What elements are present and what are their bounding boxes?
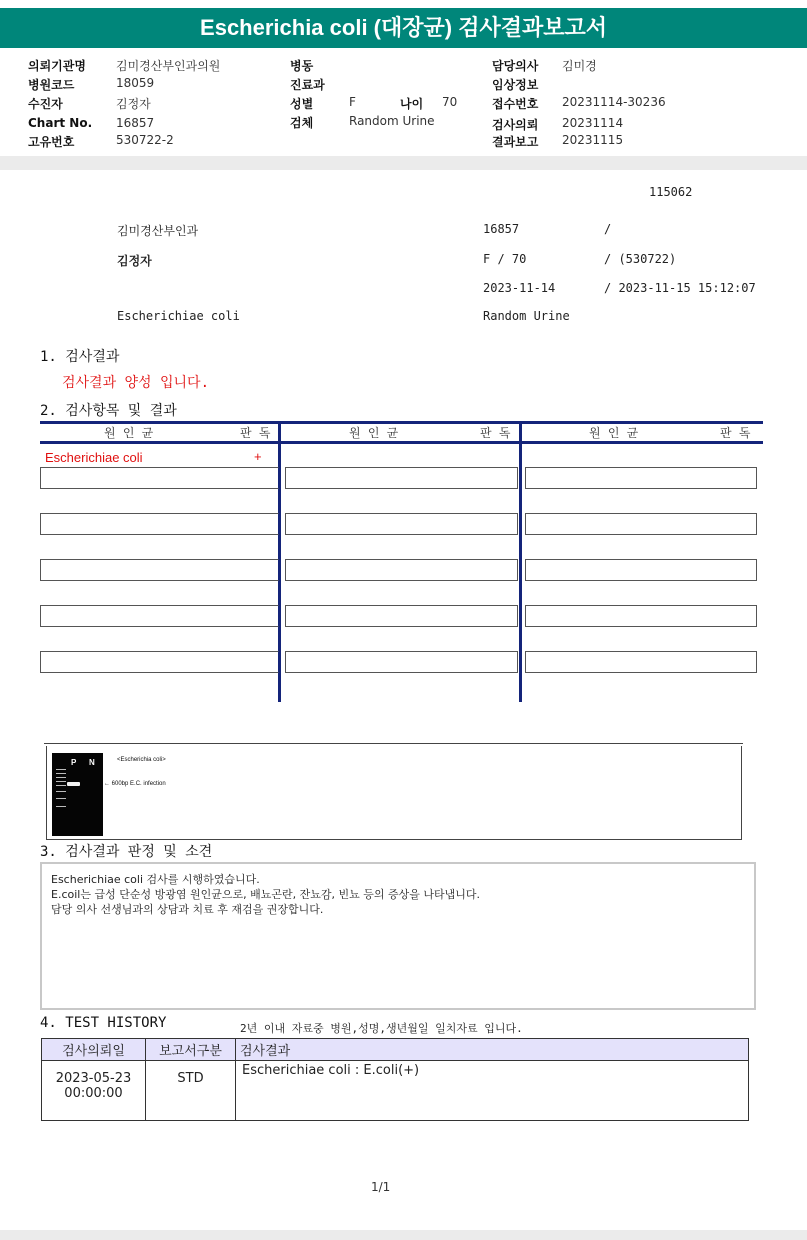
history-header-row [42, 1039, 749, 1061]
gel-band-label: ← 600bp E.C. infection [104, 781, 166, 787]
page-bottom-margin [0, 1230, 807, 1240]
history-table [41, 1038, 749, 1121]
result-cell [40, 559, 279, 581]
summary-patient: 김정자 [117, 254, 152, 268]
gel-ladder-band [56, 773, 66, 774]
history-col-result: 검사결과 [236, 1039, 749, 1061]
receipt-number-value: 20231114-30236 [562, 95, 666, 109]
summary-test-name: Escherichiae coli [117, 309, 240, 323]
section1-title: 1. 검사결과 [40, 349, 120, 365]
chart-value: 16857 [116, 116, 155, 130]
doctor-label: 담당의사 [492, 59, 539, 73]
history-note: 2년 이내 자료중 병원,성명,생년월일 일치자료 입니다. [240, 1022, 523, 1035]
gel-lane-p: P [71, 758, 77, 767]
history-date-line1: 2023-05-23 [55, 1071, 132, 1086]
doctor-value: 김미경 [562, 59, 597, 73]
specimen-label: 검체 [290, 116, 314, 130]
gel-caption: <Escherichia coli> [117, 757, 166, 763]
result-cell [40, 513, 279, 535]
receipt-number-label: 접수번호 [492, 97, 539, 111]
result-cell [285, 513, 518, 535]
report-title: Escherichia coli (대장균) 검사결과보고서 [0, 8, 807, 48]
result-cell [285, 651, 518, 673]
opinion-line: Escherichiae coli 검사를 시행하였습니다. [51, 873, 260, 886]
patient-value: 김정자 [116, 97, 151, 111]
pathogen-name: Escherichiae coli [45, 450, 143, 465]
result-cell [40, 605, 279, 627]
gel-ladder-band [56, 769, 66, 770]
patient-label: 수진자 [28, 97, 63, 111]
page-number: 1/1 [371, 1180, 391, 1194]
institution-value: 김미경산부인과의원 [116, 59, 221, 73]
unique-number-value: 530722-2 [116, 133, 174, 147]
institution-label: 의뢰기관명 [28, 59, 86, 73]
gel-band-label-text: 600bp E.C. infection [111, 781, 166, 787]
positive-result: 검사결과 양성 입니다. [62, 375, 210, 391]
specimen-value: Random Urine [349, 114, 435, 128]
unique-number-label: 고유번호 [28, 135, 75, 149]
result-cell [285, 605, 518, 627]
result-cell [525, 559, 757, 581]
gel-ladder-band [56, 791, 66, 792]
clinical-info-label: 임상정보 [492, 78, 539, 92]
request-date-value: 20231114 [562, 116, 624, 130]
header-divider [0, 156, 807, 170]
result-cell [40, 467, 279, 489]
id-number: 115062 [649, 185, 693, 199]
result-cell [525, 605, 757, 627]
history-type: STD [146, 1061, 236, 1121]
result-cell [285, 559, 518, 581]
section2-title: 2. 검사항목 및 결과 [40, 403, 177, 419]
report-date-label: 결과보고 [492, 135, 539, 149]
gel-lane-n: N [89, 758, 95, 767]
grid-header-rule [40, 441, 763, 444]
summary-sex-age: F / 70 [483, 252, 527, 266]
sex-label: 성별 [290, 97, 314, 111]
pathogen-reading: + [254, 449, 262, 464]
age-value: 70 [442, 95, 458, 109]
summary-separator: / [604, 222, 612, 236]
gel-ladder-band [56, 777, 66, 778]
result-cell [525, 467, 757, 489]
summary-clinic: 김미경산부인과 [117, 224, 199, 238]
age-label: 나이 [400, 97, 424, 111]
summary-birth: / (530722) [604, 252, 677, 266]
col-pathogen-2: 원 인 균 [349, 426, 399, 440]
section3-title: 3. 검사결과 판정 및 소견 [40, 844, 213, 860]
table-row [42, 1061, 749, 1121]
result-cell [285, 467, 518, 489]
grid-divider-2 [519, 421, 522, 702]
gel-positive-band [67, 782, 80, 786]
history-result: Escherichiae coli : E.coli(+) [236, 1061, 749, 1121]
sex-value: F [349, 95, 356, 109]
result-cell [525, 651, 757, 673]
report-date-value: 20231115 [562, 133, 624, 147]
summary-reported: / 2023-11-15 15:12:07 [604, 281, 756, 295]
col-reading-1: 판 독 [240, 426, 271, 440]
section4-title: 4. TEST HISTORY [40, 1015, 167, 1031]
summary-chart: 16857 [483, 222, 520, 236]
request-date-label: 검사의뢰 [492, 118, 539, 132]
gel-ladder-band [56, 781, 66, 782]
gel-ladder-band [56, 785, 66, 786]
col-reading-2: 판 독 [480, 426, 511, 440]
opinion-box [40, 862, 756, 1010]
opinion-line: 담당 의사 선생님과의 상담과 치료 후 재검을 권장합니다. [51, 903, 324, 916]
history-date [42, 1061, 146, 1121]
col-pathogen-3: 원 인 균 [589, 426, 639, 440]
gel-ladder-band [56, 798, 66, 799]
history-col-date: 검사의뢰일 [42, 1039, 146, 1061]
summary-specimen: Random Urine [483, 309, 570, 323]
opinion-line: E.coil는 급성 단순성 방광염 원인균으로, 배뇨곤란, 잔뇨감, 빈뇨 등의 증상을 나타냅니다. [51, 888, 480, 901]
gel-top-rule [44, 743, 743, 744]
gel-ladder-band [56, 806, 66, 807]
result-cell [40, 651, 279, 673]
department-label: 진료과 [290, 78, 325, 92]
summary-received: 2023-11-14 [483, 281, 556, 295]
result-cell [525, 513, 757, 535]
col-reading-3: 판 독 [720, 426, 751, 440]
hospital-code-label: 병원코드 [28, 78, 75, 92]
history-date-line2: 00:00:00 [64, 1086, 123, 1101]
hospital-code-value: 18059 [116, 76, 155, 90]
history-col-type: 보고서구분 [146, 1039, 236, 1061]
col-pathogen-1: 원 인 균 [104, 426, 154, 440]
ward-label: 병동 [290, 59, 314, 73]
gel-electrophoresis-image [52, 753, 103, 836]
chart-label: Chart No. [28, 116, 93, 130]
